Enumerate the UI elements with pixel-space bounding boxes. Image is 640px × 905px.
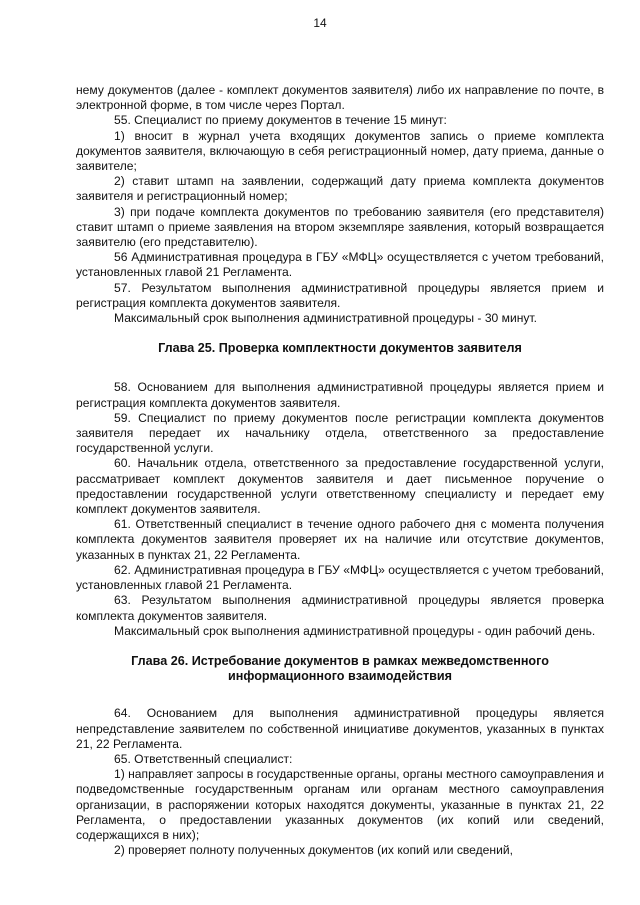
paragraph: 1) вносит в журнал учета входящих документов запись о приеме комплекта документов заявителя, включающую в себя регистрационный номер, дату приема, данные о заявителе; (76, 128, 604, 174)
paragraph: 55. Специалист по приему документов в течение 15 минут: (114, 113, 447, 128)
paragraph: 57. Результатом выполнения административной процедуры является прием и регистрация комплекта документов заявителя. (76, 280, 604, 310)
chapter-heading: Глава 25. Проверка комплектности документов заявителя (158, 341, 522, 356)
paragraph: 63. Результатом выполнения административной процедуры является проверка комплекта документов заявителя. (76, 593, 604, 623)
paragraph: 58. Основанием для выполнения административной процедуры является прием и регистрация комплекта документов заявителя. (76, 380, 604, 410)
page-number: 14 (313, 16, 327, 30)
paragraph: 56 Административная процедура в ГБУ «МФЦ» осуществляется с учетом требований, установленных главой 21 Регламента. (76, 250, 604, 280)
paragraph: 61. Ответственный специалист в течение одного рабочего дня с момента получения комплекта документов заявителя проверяет их на наличие или отсутствие документов, указанных в пунктах 21, 22 Регламента. (76, 517, 604, 562)
paragraph: 60. Начальник отдела, ответственного за предоставление государственной услуги, рассматривает комплект документов заявителя и дает письменное поручение о предоставлении государственной услуги ответственному специалисту и передает ему комплект документов заявителя. (76, 456, 604, 517)
paragraph: 64. Основанием для выполнения административной процедуры является непредставление заявителем по собственной инициативе документов, указанных в пунктах 21, 22 Регламента. (76, 706, 604, 751)
paragraph: 3) при подаче комплекта документов по требованию заявителя (его представителя) ставит штамп о приеме заявления на втором экземпляре заявления, который возвращается заявителю (его представителю). (76, 204, 604, 250)
paragraph: 2) проверяет полноту полученных документов (их копий или сведений, (114, 843, 513, 858)
paragraph: 59. Специалист по приему документов после регистрации комплекта документов заявителя передает их начальнику отдела, ответственного за предоставление государственной услуги. (76, 410, 604, 456)
chapter-heading: Глава 26. Истребование документов в рамках межведомственного информационного взаимодействия (131, 653, 549, 684)
paragraph: Максимальный срок выполнения административной процедуры - один рабочий день. (114, 623, 596, 638)
document-body (76, 83, 604, 858)
paragraph: нему документов (далее - комплект документов заявителя) либо их направление по почте, в электронной форме, в том числе через Портал. (76, 83, 604, 113)
paragraph: 1) направляет запросы в государственные органы, органы местного самоуправления и подведомственные государственным органам или органам местного самоуправления организации, в распоряжении которых находятся документы, указанные в пунктах 21, 22 Регламента, о предоставлении указанных документов (их копий или сведений, содержащихся в них); (76, 767, 604, 842)
paragraph: 62. Административная процедура в ГБУ «МФЦ» осуществляется с учетом требований, установленных главой 21 Регламента. (76, 562, 604, 593)
paragraph: 2) ставит штамп на заявлении, содержащий дату приема комплекта документов заявителя и регистрационный номер; (76, 174, 604, 204)
paragraph: 65. Ответственный специалист: (114, 751, 293, 766)
paragraph: Максимальный срок выполнения административной процедуры - 30 минут. (114, 311, 537, 326)
